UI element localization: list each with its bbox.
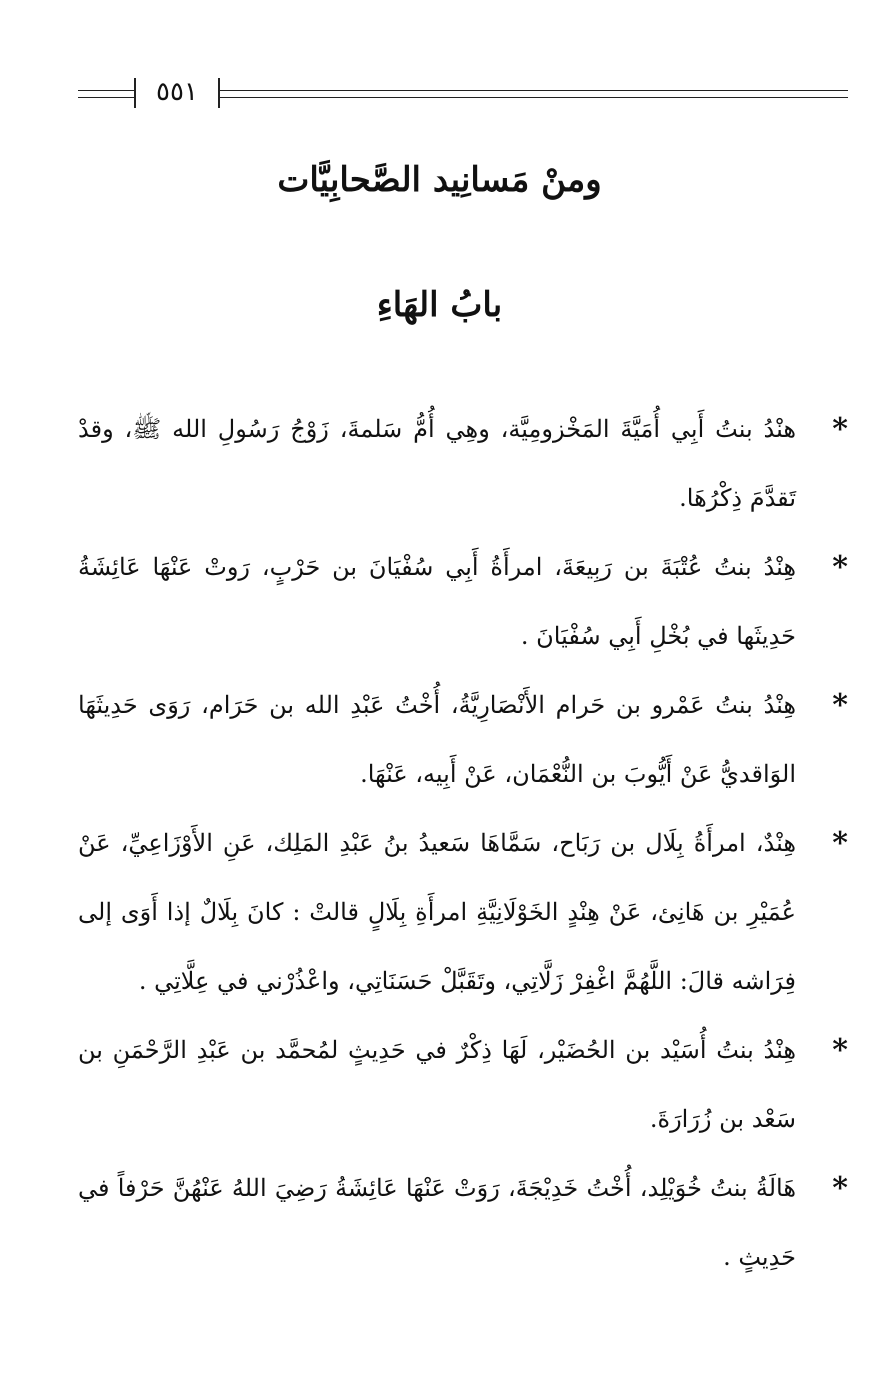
entry-paragraph bbox=[78, 1154, 848, 1292]
asterisk-bullet: * bbox=[832, 826, 848, 861]
entry-text: هِنْدُ بنتُ أُسَيْد بن الحُضَيْر، لَهَا ذِكْرٌ في حَدِيثٍ لمُحمَّد بن عَبْدِ الرَّحْمَنِ بن سَعْد بن زُرَارَةَ. bbox=[78, 1036, 796, 1133]
page-number: ٥٥١ bbox=[156, 77, 198, 107]
chapter-heading: بابُ الهَاءِ bbox=[376, 285, 503, 325]
entry-paragraph bbox=[78, 809, 848, 1016]
asterisk-bullet: * bbox=[832, 1171, 848, 1206]
asterisk-bullet: * bbox=[832, 412, 848, 447]
entry-text: هِنْدٌ، امرأَةُ بِلَال بن رَبَاح، سَمَّاهَا سَعيدُ بنُ عَبْدِ المَلِك، عَنِ الأَوْزَاعِيِّ، عَنْ عُمَيْرِ بن هَانِئ، عَنْ هِنْدٍ الخَوْلَانِيَّةِ امرأَةِ بِلَالٍ قالتْ : كانَ بِلَالٌ إذا أَوَى إلى فِرَاشه قالَ: اللَّهُمَّ اغْفِرْ زَلَّاتِي، وتَقَبَّلْ حَسَنَاتِي، واعْذُرْني في عِلَّاتِي . bbox=[78, 829, 796, 995]
header-rule-right bbox=[218, 90, 848, 98]
entry-paragraph bbox=[78, 533, 848, 671]
entry-paragraph bbox=[78, 1016, 848, 1154]
entry-text: هِنْدُ بنتُ عُتْبَةَ بن رَبِيعَةَ، امرأَةُ أَبِي سُفْيَانَ بن حَرْبٍ، رَوتْ عَنْهَا عَائِشَةُ حَدِيثَها في بُخْلِ أَبِي سُفْيَانَ . bbox=[78, 553, 796, 650]
section-title: ومنْ مَسانِيد الصَّحابِيَّات bbox=[277, 160, 602, 200]
asterisk-bullet: * bbox=[832, 688, 848, 723]
page-header bbox=[78, 74, 848, 114]
asterisk-bullet: * bbox=[832, 1033, 848, 1068]
entry-text: هنْدُ بنتُ أَبِي أُمَيَّةَ المَخْزومِيَّة، وهِي أُمُّ سَلمةَ، زَوْجُ رَسُولِ الله ﷺ، وقدْ تَقدَّمَ ذِكْرُهَا. bbox=[78, 415, 796, 512]
entry-text: هَالَةُ بنتُ خُوَيْلِد، أُخْتُ خَدِيْجَةَ، رَوَتْ عَنْهَا عَائِشَةُ رَضِيَ اللهُ عَنْهُنَّ حَرْفاً في حَدِيثٍ . bbox=[78, 1174, 796, 1271]
asterisk-bullet: * bbox=[832, 550, 848, 585]
header-rule-left bbox=[78, 90, 134, 98]
entry-text: هِنْدُ بنتُ عَمْرو بن حَرام الأَنْصَارِيَّةُ، أُخْتُ عَبْدِ الله بن حَرَام، رَوَى حَدِيثَهَا الوَاقديُّ عَنْ أَيُّوبَ بن النُّعْمَان، عَنْ أَبِيه، عَنْهَا. bbox=[78, 691, 796, 788]
entries-list bbox=[78, 395, 848, 1292]
entry-paragraph bbox=[78, 671, 848, 809]
entry-paragraph bbox=[78, 395, 848, 533]
